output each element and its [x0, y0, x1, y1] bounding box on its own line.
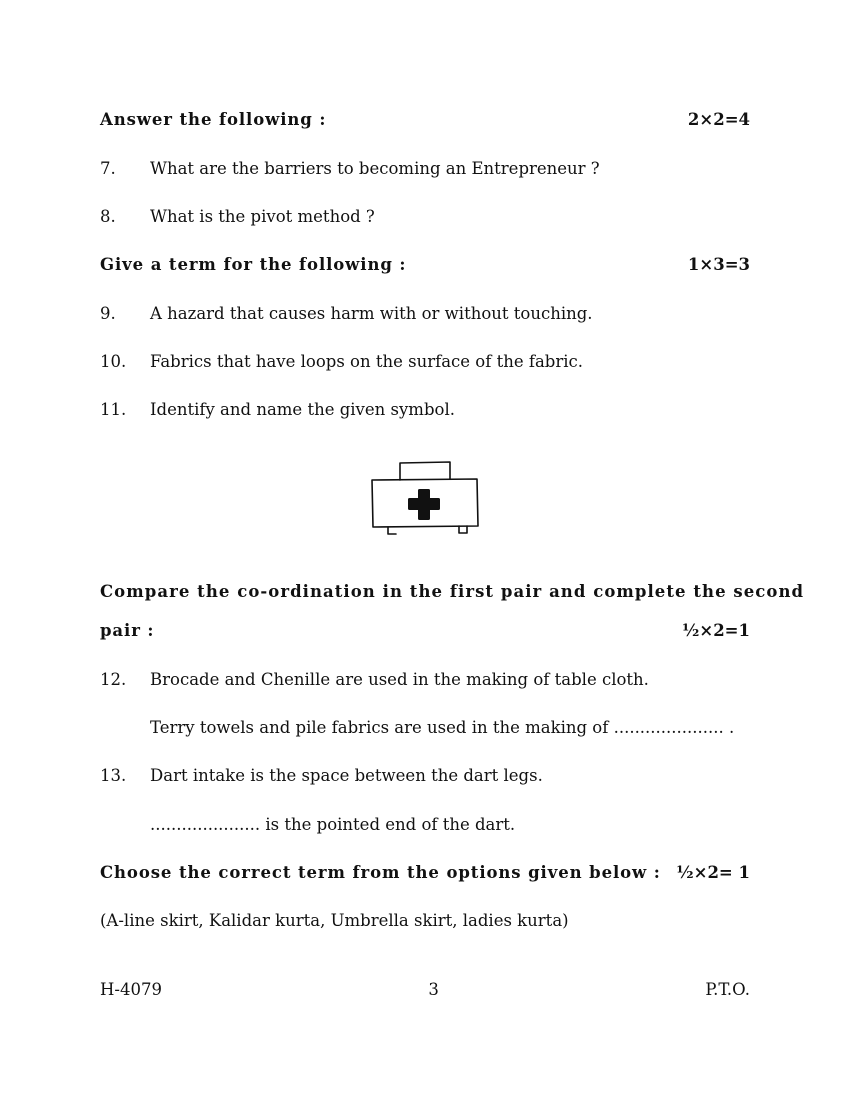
section-title: Choose the correct term from the options given below : [100, 863, 661, 882]
question-text: What is the pivot method ? [150, 207, 375, 226]
question-8 [100, 207, 750, 227]
question-number: 12. [100, 670, 127, 689]
question-number: 9. [100, 304, 116, 323]
question-text: What are the barriers to becoming an Entrepreneur ? [150, 159, 600, 178]
question-7 [100, 159, 750, 179]
section-title: Give a term for the following : [100, 255, 407, 274]
paper-code: H-4079 [100, 980, 162, 999]
question-text: Dart intake is the space between the dart legs. [150, 766, 543, 785]
question-number: 13. [100, 766, 127, 785]
section-heading-choose [100, 863, 750, 883]
fill-in-blank-text: ..................... is the pointed end of the dart. [150, 815, 516, 834]
options-list [100, 911, 750, 931]
question-10 [100, 352, 750, 372]
first-aid-kit-icon [369, 458, 481, 538]
section-marks: 1×3=3 [687, 255, 750, 274]
question-13-blank [150, 815, 750, 835]
question-13 [100, 766, 750, 786]
page-number: 3 [428, 980, 439, 999]
section-heading-compare [100, 582, 805, 602]
section-heading-compare-cont [100, 621, 750, 641]
pto-label: P.T.O. [705, 980, 750, 999]
question-12 [100, 670, 750, 690]
question-text: Fabrics that have loops on the surface of the fabric. [150, 352, 583, 371]
options-text: (A-line skirt, Kalidar kurta, Umbrella skirt, ladies kurta) [100, 911, 569, 930]
question-12-blank [150, 718, 750, 738]
question-number: 10. [100, 352, 127, 371]
question-text: Brocade and Chenille are used in the making of table cloth. [150, 670, 649, 689]
question-text: Identify and name the given symbol. [150, 400, 455, 419]
question-11 [100, 400, 750, 420]
question-number: 7. [100, 159, 116, 178]
section-title: Compare the co-ordination in the first pair and complete the second [100, 582, 805, 601]
section-title-cont: pair : [100, 621, 155, 640]
fill-in-blank-text: Terry towels and pile fabrics are used in the making of ..................... . [150, 718, 735, 737]
page-footer [100, 980, 750, 999]
section-title: Answer the following : [100, 110, 327, 129]
section-heading-answer [100, 110, 750, 130]
question-number: 11. [100, 400, 127, 419]
section-marks: 2×2=4 [687, 110, 750, 129]
question-number: 8. [100, 207, 116, 226]
question-text: A hazard that causes harm with or without touching. [150, 304, 593, 323]
section-marks: ½×2= 1 [676, 863, 750, 882]
question-9 [100, 304, 750, 324]
section-marks: ½×2=1 [682, 621, 750, 640]
section-heading-term [100, 255, 750, 275]
